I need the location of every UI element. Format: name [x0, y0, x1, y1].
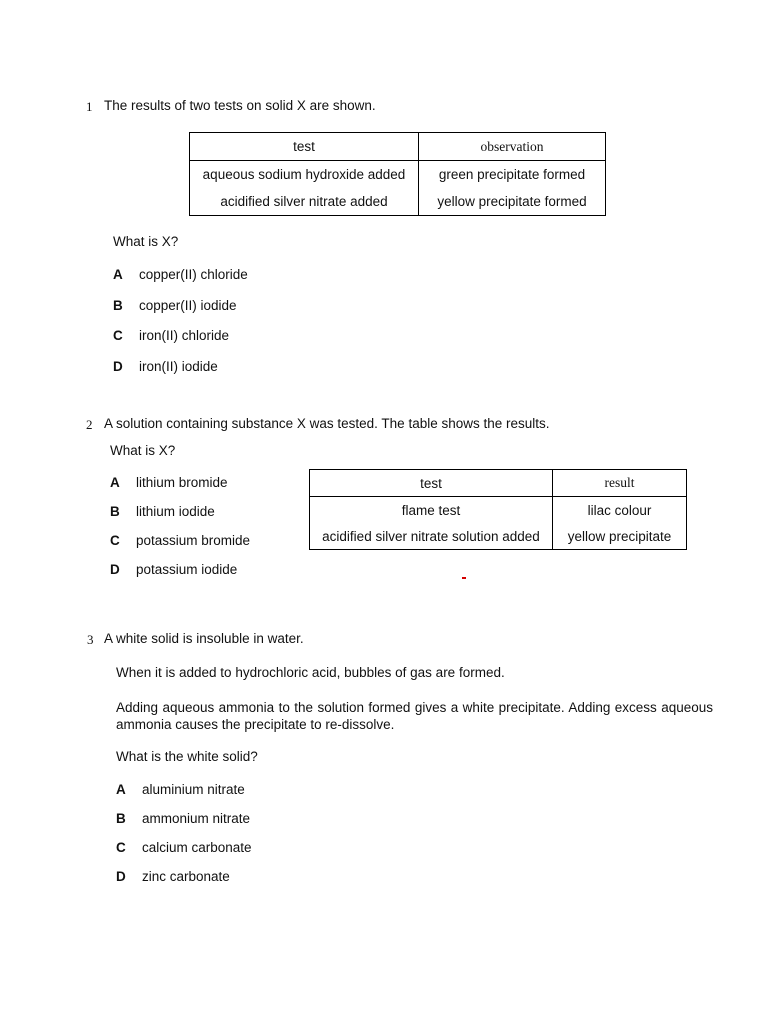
option-letter: A — [116, 782, 126, 797]
option-letter: D — [116, 869, 126, 884]
table-header: test — [190, 133, 419, 161]
question-paragraph: Adding aqueous ammonia to the solution formed gives a white precipitate. Adding excess aqueous ammonia causes the precipitate to re-dissolve. — [116, 700, 713, 732]
stray-mark — [462, 577, 466, 579]
table-cell: green precipitate formed — [419, 161, 606, 189]
question-number: 1 — [86, 99, 93, 114]
option-text: lithium bromide — [136, 475, 228, 490]
option-letter: A — [113, 267, 123, 282]
option-letter: C — [113, 328, 123, 343]
results-table — [189, 132, 606, 216]
question-prompt: What is the white solid? — [116, 749, 258, 764]
option-text: calcium carbonate — [142, 840, 252, 855]
question-paragraph: When it is added to hydrochloric acid, bubbles of gas are formed. — [116, 665, 505, 680]
question-number: 2 — [86, 417, 93, 432]
option-letter: C — [110, 533, 120, 548]
option-text: aluminium nitrate — [142, 782, 245, 797]
option-text: copper(II) iodide — [139, 298, 237, 313]
option-text: iron(II) iodide — [139, 359, 218, 374]
table-cell: yellow precipitate formed — [419, 188, 606, 216]
question-prompt: What is X? — [113, 234, 179, 249]
option-text: zinc carbonate — [142, 869, 230, 884]
option-text: potassium iodide — [136, 562, 238, 577]
table-cell: aqueous sodium hydroxide added — [190, 161, 419, 189]
option-text: copper(II) chloride — [139, 267, 248, 282]
table-cell: acidified silver nitrate solution added — [310, 523, 553, 550]
option-text: iron(II) chloride — [139, 328, 230, 343]
option-text: lithium iodide — [136, 504, 215, 519]
option-letter: D — [113, 359, 123, 374]
results-table — [309, 469, 687, 550]
option-letter: B — [110, 504, 120, 519]
table-cell: yellow precipitate — [553, 523, 687, 550]
table-cell: flame test — [310, 497, 553, 524]
option-letter: C — [116, 840, 126, 855]
option-letter: B — [116, 811, 126, 826]
option-text: potassium bromide — [136, 533, 251, 548]
question-stem: The results of two tests on solid X are shown. — [104, 98, 376, 113]
question-number: 3 — [87, 632, 94, 647]
question-stem: A white solid is insoluble in water. — [104, 631, 304, 646]
table-header: result — [553, 470, 687, 497]
option-letter: B — [113, 298, 123, 313]
option-letter: A — [110, 475, 120, 490]
question-stem: A solution containing substance X was tested. The table shows the results. — [104, 416, 550, 431]
option-letter: D — [110, 562, 120, 577]
table-header: observation — [419, 133, 606, 161]
question-prompt: What is X? — [110, 443, 176, 458]
table-cell: lilac colour — [553, 497, 687, 524]
table-header: test — [310, 470, 553, 497]
table-cell: acidified silver nitrate added — [190, 188, 419, 216]
option-text: ammonium nitrate — [142, 811, 251, 826]
